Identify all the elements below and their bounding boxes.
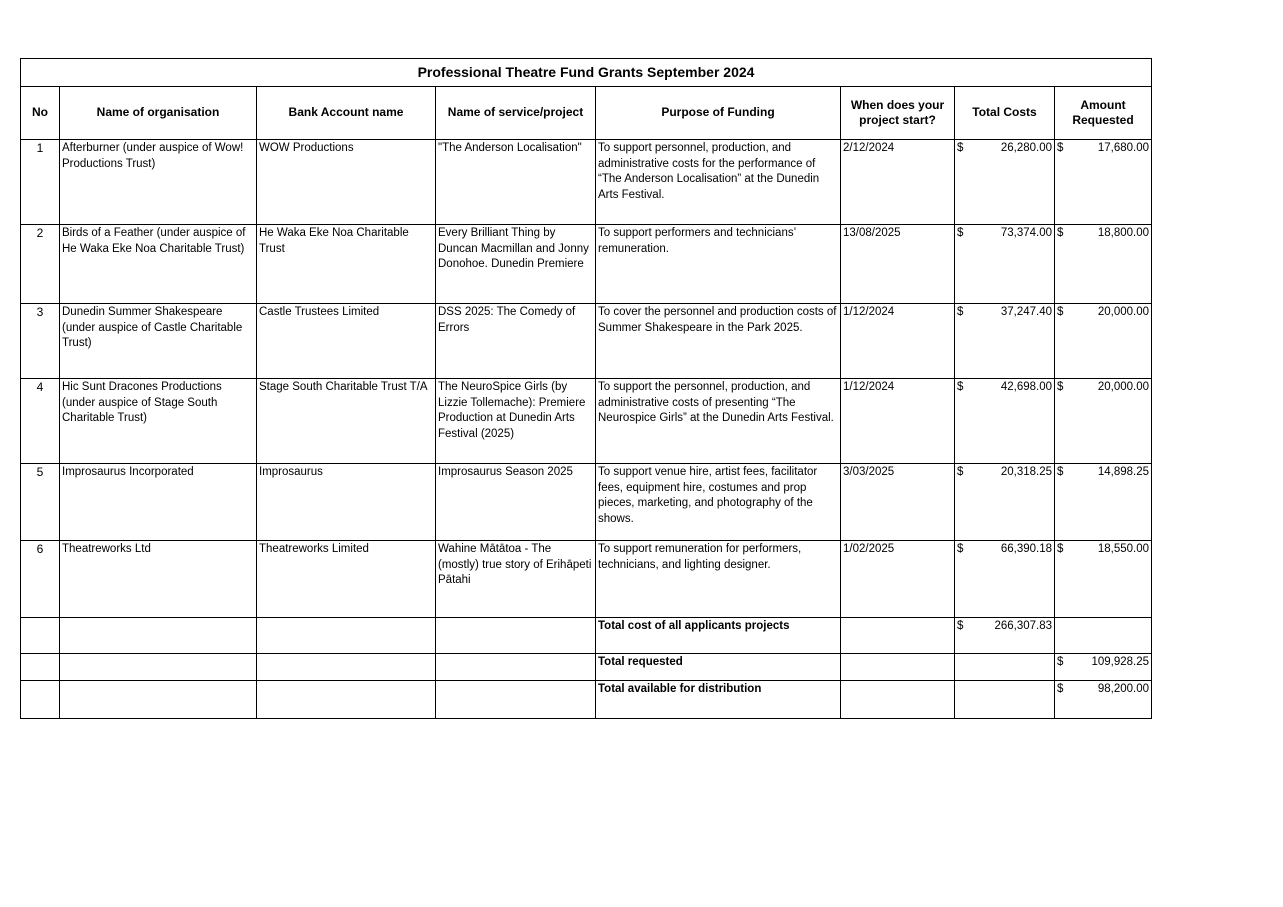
currency-symbol: $	[957, 306, 964, 318]
header-start: When does your project start?	[841, 87, 955, 140]
currency-symbol: $	[1057, 381, 1064, 393]
amount-requested-value: 17,680.00	[1097, 142, 1150, 154]
total-available-row	[21, 681, 1152, 719]
purpose-cell: To support performers and technicians’ remuneration.	[596, 225, 841, 304]
header-bank-account: Bank Account name	[257, 87, 436, 140]
header-purpose: Purpose of Funding	[596, 87, 841, 140]
total-costs-row	[21, 618, 1152, 654]
amount-requested-value: 18,550.00	[1097, 543, 1150, 555]
total-costs-value: 42,698.00	[1000, 381, 1052, 393]
total-available-sum: 98,200.00	[1097, 683, 1150, 695]
amount-requested-value: 20,000.00	[1097, 381, 1150, 393]
bank-account-cell: Castle Trustees Limited	[257, 304, 436, 379]
table-row	[21, 379, 1152, 464]
service-cell: Every Brilliant Thing by Duncan Macmillan and Jonny Donohoe. Dunedin Premiere	[436, 225, 596, 304]
organisation-cell: Hic Sunt Dracones Productions (under auspice of Stage South Charitable Trust)	[60, 379, 257, 464]
bank-account-cell: Improsaurus	[257, 464, 436, 541]
service-cell: "The Anderson Localisation"	[436, 140, 596, 225]
currency-symbol: $	[1057, 466, 1064, 478]
total-costs-value: 26,280.00	[1000, 142, 1052, 154]
currency-symbol: $	[1057, 227, 1064, 239]
row-number: 5	[21, 464, 60, 541]
service-cell: The NeuroSpice Girls (by Lizzie Tollemache): Premiere Production at Dunedin Arts Festival (2025)	[436, 379, 596, 464]
table-row	[21, 140, 1152, 225]
total-costs-sum-cell	[955, 618, 1055, 654]
header-amount-requested: Amount Requested	[1055, 87, 1152, 140]
amount-requested-cell	[1055, 304, 1152, 379]
table-row	[21, 464, 1152, 541]
amount-requested-value: 18,800.00	[1097, 227, 1150, 239]
currency-symbol: $	[1057, 306, 1064, 318]
table-title: Professional Theatre Fund Grants September 2024	[21, 59, 1152, 87]
header-total-costs: Total Costs	[955, 87, 1055, 140]
total-available-sum-cell	[1055, 681, 1152, 719]
bank-account-cell: He Waka Eke Noa Charitable Trust	[257, 225, 436, 304]
currency-symbol: $	[957, 381, 964, 393]
purpose-cell: To cover the personnel and production costs of Summer Shakespeare in the Park 2025.	[596, 304, 841, 379]
total-requested-sum: 109,928.25	[1091, 656, 1150, 668]
currency-symbol: $	[957, 543, 964, 555]
purpose-cell: To support the personnel, production, and administrative costs of presenting “The Neurospice Girls” at the Dunedin Arts Festival.	[596, 379, 841, 464]
service-cell: Improsaurus Season 2025	[436, 464, 596, 541]
currency-symbol: $	[957, 227, 964, 239]
total-costs-cell	[955, 225, 1055, 304]
total-requested-label: Total requested	[596, 654, 841, 681]
total-requested-sum-cell	[1055, 654, 1152, 681]
organisation-cell: Dunedin Summer Shakespeare (under auspice of Castle Charitable Trust)	[60, 304, 257, 379]
row-number: 3	[21, 304, 60, 379]
currency-symbol: $	[957, 620, 964, 632]
total-costs-label: Total cost of all applicants projects	[596, 618, 841, 654]
currency-symbol: $	[957, 142, 964, 154]
total-costs-value: 73,374.00	[1000, 227, 1052, 239]
bank-account-cell: Theatreworks Limited	[257, 541, 436, 618]
amount-requested-cell	[1055, 140, 1152, 225]
header-organisation: Name of organisation	[60, 87, 257, 140]
amount-requested-cell	[1055, 225, 1152, 304]
total-costs-value: 37,247.40	[1000, 306, 1052, 318]
total-costs-cell	[955, 379, 1055, 464]
organisation-cell: Birds of a Feather (under auspice of He Waka Eke Noa Charitable Trust)	[60, 225, 257, 304]
currency-symbol: $	[1057, 656, 1064, 668]
total-costs-value: 20,318.25	[1000, 466, 1052, 478]
bank-account-cell: Stage South Charitable Trust T/A	[257, 379, 436, 464]
purpose-cell: To support venue hire, artist fees, facilitator fees, equipment hire, costumes and prop pieces, marketing, and photography of the shows.	[596, 464, 841, 541]
header-row	[21, 87, 1152, 140]
start-date-cell: 2/12/2024	[841, 140, 955, 225]
grants-table	[20, 58, 1152, 719]
row-number: 1	[21, 140, 60, 225]
amount-requested-cell	[1055, 464, 1152, 541]
amount-requested-cell	[1055, 379, 1152, 464]
table-row	[21, 541, 1152, 618]
total-costs-cell	[955, 464, 1055, 541]
start-date-cell: 1/02/2025	[841, 541, 955, 618]
organisation-cell: Afterburner (under auspice of Wow! Productions Trust)	[60, 140, 257, 225]
row-number: 6	[21, 541, 60, 618]
currency-symbol: $	[1057, 142, 1064, 154]
service-cell: DSS 2025: The Comedy of Errors	[436, 304, 596, 379]
organisation-cell: Improsaurus Incorporated	[60, 464, 257, 541]
table-row	[21, 304, 1152, 379]
table-row	[21, 225, 1152, 304]
total-costs-cell	[955, 304, 1055, 379]
start-date-cell: 1/12/2024	[841, 379, 955, 464]
amount-requested-value: 14,898.25	[1097, 466, 1150, 478]
total-costs-cell	[955, 140, 1055, 225]
total-costs-cell	[955, 541, 1055, 618]
row-number: 4	[21, 379, 60, 464]
total-available-label: Total available for distribution	[596, 681, 841, 719]
amount-requested-value: 20,000.00	[1097, 306, 1150, 318]
start-date-cell: 13/08/2025	[841, 225, 955, 304]
row-number: 2	[21, 225, 60, 304]
total-requested-row	[21, 654, 1152, 681]
purpose-cell: To support personnel, production, and administrative costs for the performance of “The Anderson Localisation” at the Dunedin Arts Festival.	[596, 140, 841, 225]
header-service: Name of service/project	[436, 87, 596, 140]
bank-account-cell: WOW Productions	[257, 140, 436, 225]
currency-symbol: $	[1057, 543, 1064, 555]
header-no: No	[21, 87, 60, 140]
service-cell: Wahine Mātātoa - The (mostly) true story of Erihāpeti Pātahi	[436, 541, 596, 618]
purpose-cell: To support remuneration for performers, technicians, and lighting designer.	[596, 541, 841, 618]
currency-symbol: $	[1057, 683, 1064, 695]
start-date-cell: 1/12/2024	[841, 304, 955, 379]
total-costs-value: 66,390.18	[1000, 543, 1052, 555]
start-date-cell: 3/03/2025	[841, 464, 955, 541]
amount-requested-cell	[1055, 541, 1152, 618]
total-costs-sum: 266,307.83	[994, 620, 1052, 632]
currency-symbol: $	[957, 466, 964, 478]
organisation-cell: Theatreworks Ltd	[60, 541, 257, 618]
